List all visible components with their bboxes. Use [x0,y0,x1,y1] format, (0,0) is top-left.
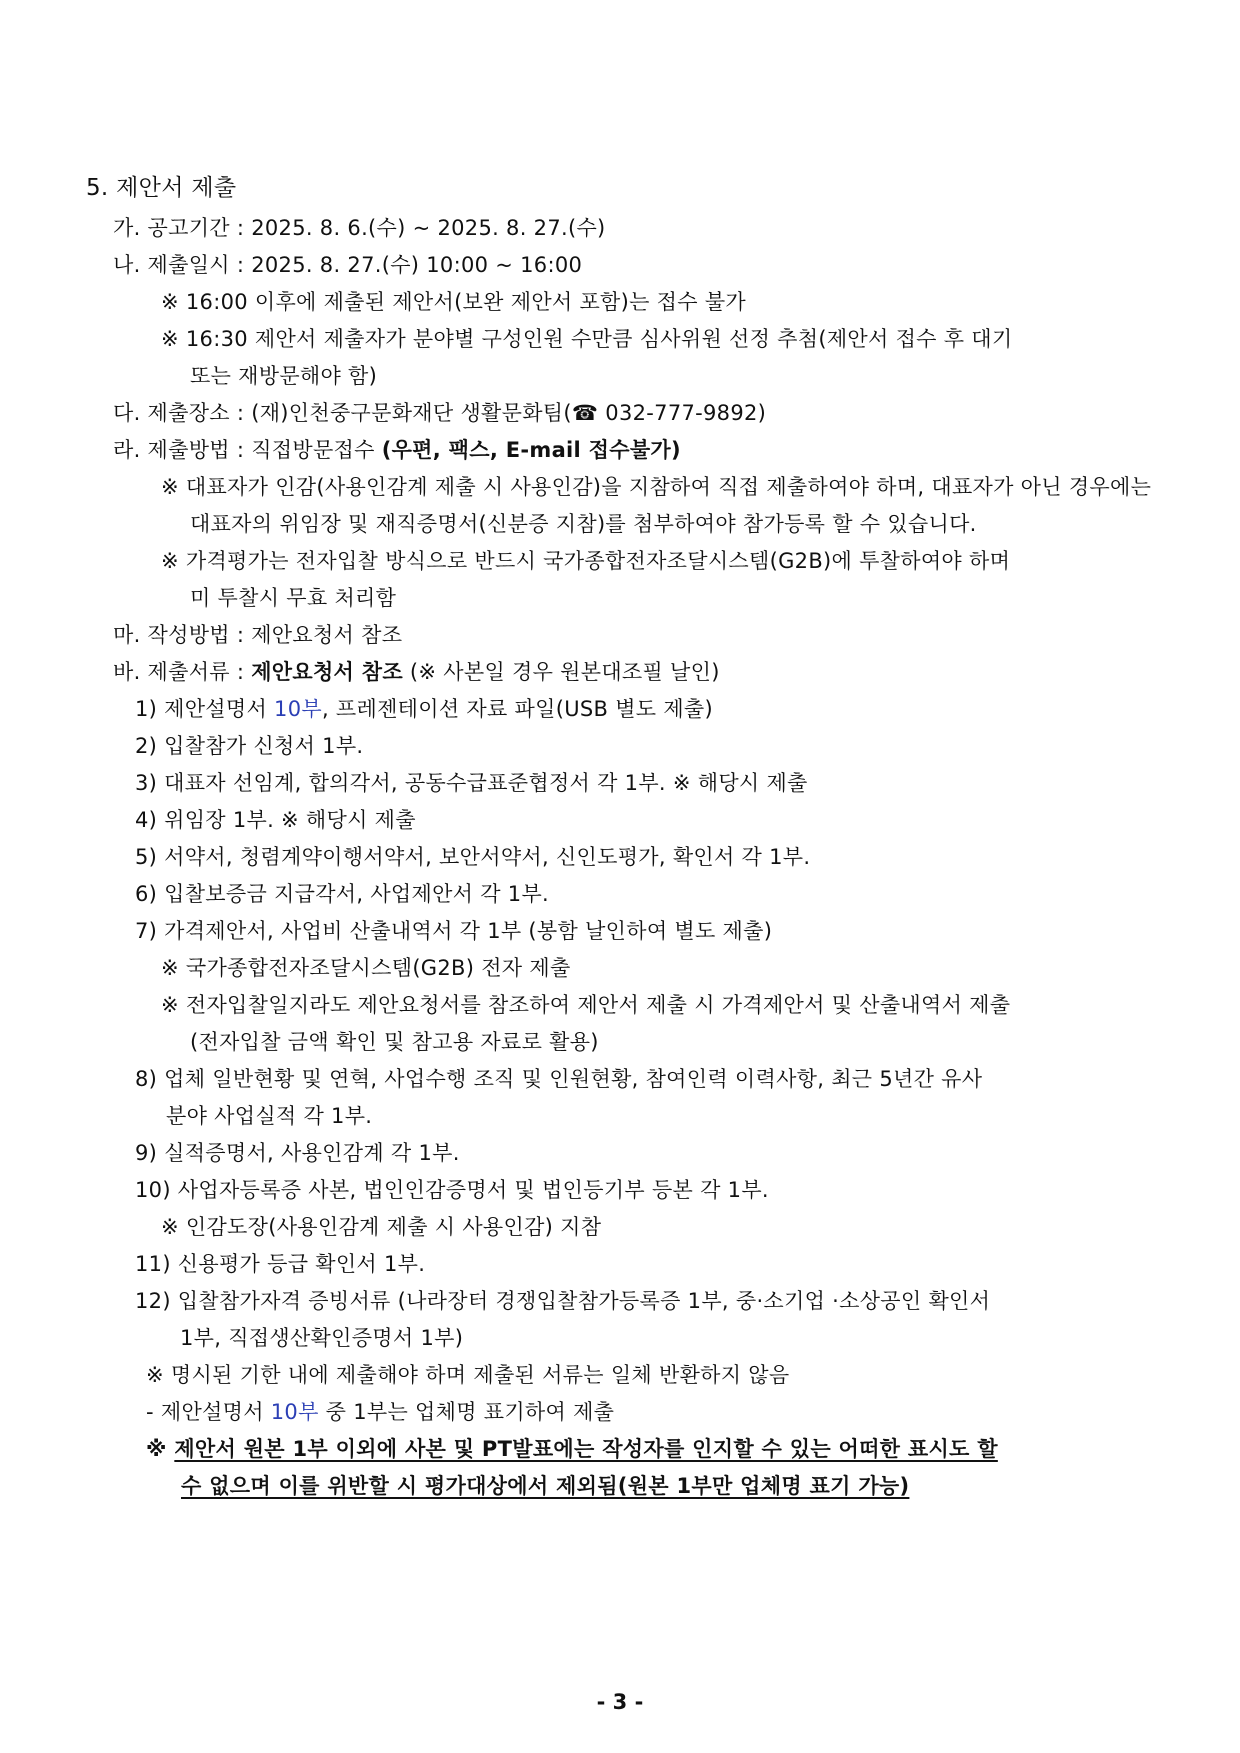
note-na-2-cont: 또는 재방문해야 함) [190,364,378,388]
note-anonymity [146,1435,998,1463]
doc-item-12: 12) 입찰참가자격 증빙서류 (나라장터 경쟁입찰참가등록증 1부, 중·소기업 ·소상공인 확인서 [135,1289,991,1313]
doc-item-7-note-2-cont: (전자입찰 금액 확인 및 참고용 자료로 활용) [190,1030,599,1054]
item-ra-text: 라. 제출방법 : 직접방문접수 [113,438,382,462]
item-ba [113,658,720,686]
item-ba-note: (※ 사본일 경우 원본대조필 날인) [402,660,720,684]
doc-item-4: 4) 위임장 1부. ※ 해당시 제출 [135,808,416,832]
doc-item-3: 3) 대표자 선임계, 합의각서, 공동수급표준협정서 각 1부. ※ 해당시 제출 [135,771,808,795]
doc-item-9: 9) 실적증명서, 사용인감계 각 1부. [135,1141,460,1165]
note-ra-1: ※ 대표자가 인감(사용인감계 제출 시 사용인감)을 지참하여 직접 제출하여야 하며, 대표자가 아닌 경우에는 [161,475,1152,499]
doc-item-1-text: 1) 제안설명서 [135,697,275,721]
doc-item-1-count: 10부 [274,697,322,721]
note-return: ※ 명시된 기한 내에 제출해야 하며 제출된 서류는 일체 반환하지 않음 [146,1363,790,1387]
note-copies-count: 10부 [270,1400,319,1424]
item-ma: 마. 작성방법 : 제안요청서 참조 [113,623,403,647]
note-copies [146,1398,614,1426]
doc-item-1-rest: , 프레젠테이션 자료 파일(USB 별도 제출) [321,697,714,721]
doc-item-8-cont: 분야 사업실적 각 1부. [166,1104,373,1128]
doc-item-1 [135,695,713,723]
doc-item-11: 11) 신용평가 등급 확인서 1부. [135,1252,426,1276]
doc-item-8: 8) 업체 일반현황 및 연혁, 사업수행 조직 및 인원현황, 참여인력 이력사항, 최근 5년간 유사 [135,1067,983,1091]
item-ga: 가. 공고기간 : 2025. 8. 6.(수) ~ 2025. 8. 27.(수) [113,216,606,240]
item-na: 나. 제출일시 : 2025. 8. 27.(수) 10:00 ~ 16:00 [113,253,583,277]
note-ra-2-cont: 미 투찰시 무효 처리함 [190,586,397,610]
item-ba-text: 바. 제출서류 : [113,660,252,684]
page-number: - 3 - [596,1690,644,1714]
doc-item-6: 6) 입찰보증금 지급각서, 사업제안서 각 1부. [135,882,550,906]
note-na-1: ※ 16:00 이후에 제출된 제안서(보완 제안서 포함)는 접수 불가 [161,290,747,314]
item-da: 다. 제출장소 : (재)인천중구문화재단 생활문화팀(☎ 032-777-9892) [113,401,767,425]
note-anonymity-cont: 수 없으며 이를 위반할 시 평가대상에서 제외됨(원본 1부만 업체명 표기 가능) [181,1474,910,1498]
doc-item-10-note: ※ 인감도장(사용인감계 제출 시 사용인감) 지참 [161,1215,602,1239]
item-ra [113,436,681,464]
item-ra-bold: (우편, 팩스, E-mail 접수불가) [381,438,681,462]
section-heading: 5. 제안서 제출 [86,175,237,201]
note-ra-2: ※ 가격평가는 전자입찰 방식으로 반드시 국가종합전자조달시스템(G2B)에 투찰하여야 하며 [161,549,1011,573]
doc-item-7-note-2: ※ 전자입찰일지라도 제안요청서를 참조하여 제안서 제출 시 가격제안서 및 산출내역서 제출 [161,993,1011,1017]
doc-item-10: 10) 사업자등록증 사본, 법인인감증명서 및 법인등기부 등본 각 1부. [135,1178,769,1202]
doc-item-2: 2) 입찰참가 신청서 1부. [135,734,364,758]
note-anonymity-text: 제안서 원본 1부 이외에 사본 및 PT발표에는 작성자를 인지할 수 있는 어떠한 표시도 할 [174,1437,998,1461]
doc-item-12-cont: 1부, 직접생산확인증명서 1부) [180,1326,464,1350]
note-copies-rest: 중 1부는 업체명 표기하여 제출 [318,1400,615,1424]
note-anonymity-mark: ※ [146,1437,175,1461]
doc-item-7: 7) 가격제안서, 사업비 산출내역서 각 1부 (봉함 날인하여 별도 제출) [135,919,773,943]
note-copies-text: - 제안설명서 [146,1400,271,1424]
doc-item-5: 5) 서약서, 청렴계약이행서약서, 보안서약서, 신인도평가, 확인서 각 1부. [135,845,811,869]
note-ra-1-cont: 대표자의 위임장 및 재직증명서(신분증 지참)를 첨부하여야 참가등록 할 수 있습니다. [190,512,977,536]
doc-item-7-note-1: ※ 국가종합전자조달시스템(G2B) 전자 제출 [161,956,571,980]
item-ba-bold: 제안요청서 참조 [251,660,403,684]
note-na-2: ※ 16:30 제안서 제출자가 분야별 구성인원 수만큼 심사위원 선정 추첨(제안서 접수 후 대기 [161,327,1013,351]
